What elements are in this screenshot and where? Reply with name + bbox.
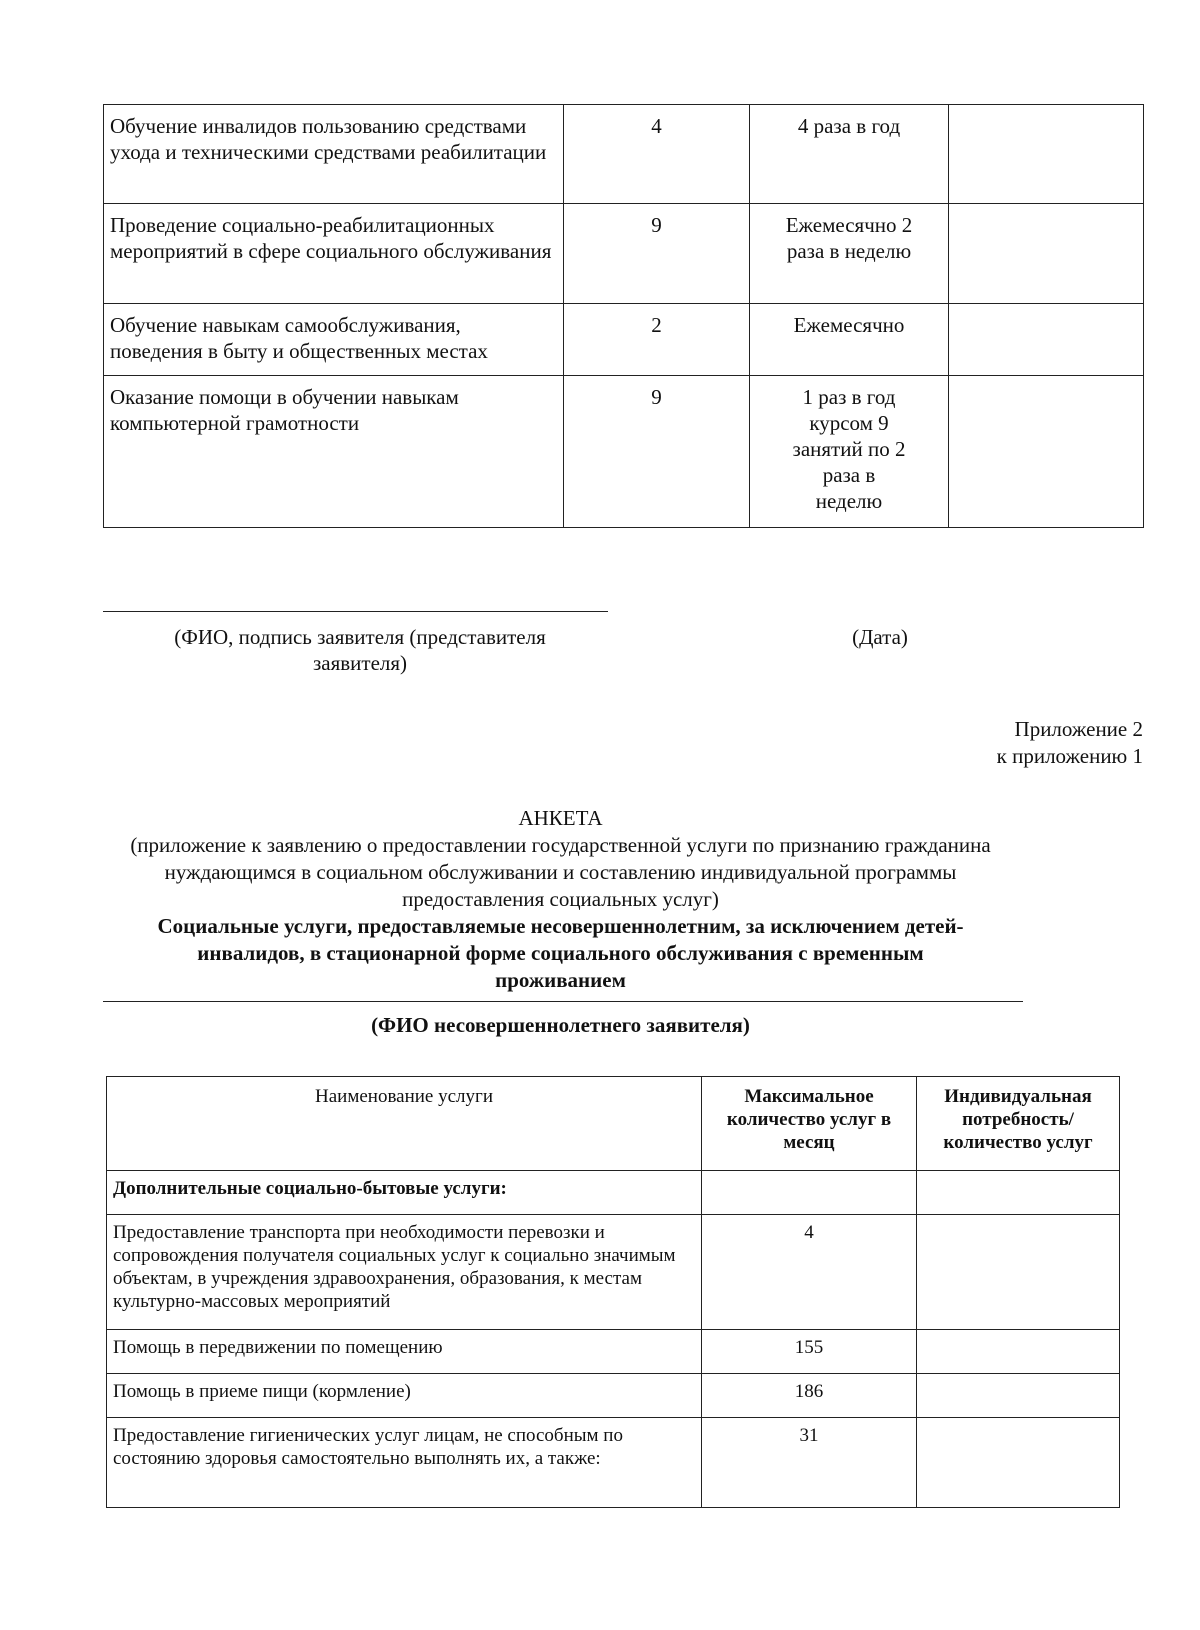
signature-date-label: (Дата) <box>852 625 908 649</box>
service-name-cell: Помощь в приеме пищи (кормление) <box>107 1374 702 1418</box>
empty-cell <box>949 105 1144 204</box>
appendix-line-1: Приложение 2 <box>1014 717 1143 741</box>
table-row <box>104 376 1144 528</box>
max-count-cell: 4 <box>702 1215 917 1330</box>
questionnaire-subtitle: (приложение к заявлению о предоставлении государственной услуги по признанию гражданина нуждающимся в социальном обслуживании и составлению индивидуальной программы предоставления социальных услуг) <box>130 833 991 911</box>
need-cell <box>917 1374 1120 1418</box>
header-max-count: Максимальное количество услуг в месяц <box>702 1077 917 1171</box>
quantity-cell: 4 <box>564 105 750 204</box>
max-count-cell: 155 <box>702 1330 917 1374</box>
service-name-cell: Оказание помощи в обучении навыкам компьютерной грамотности <box>104 376 564 528</box>
questionnaire-title: АНКЕТА <box>518 806 603 830</box>
table-row <box>104 204 1144 304</box>
quantity-cell: 2 <box>564 304 750 376</box>
need-cell <box>917 1330 1120 1374</box>
frequency-cell: Ежемесячно <box>750 304 949 376</box>
services-schedule-table <box>103 104 1144 528</box>
empty-cell <box>949 376 1144 528</box>
header-service-name: Наименование услуги <box>107 1077 702 1171</box>
service-name-cell: Помощь в передвижении по помещению <box>107 1330 702 1374</box>
header-individual-need: Индивидуальная потребность/количество услуг <box>917 1077 1120 1171</box>
frequency-cell: 1 раз в год курсом 9 занятий по 2 раза в неделю <box>750 376 949 528</box>
service-name-cell: Обучение инвалидов пользованию средствами ухода и техническими средствами реабилитации <box>104 105 564 204</box>
frequency-cell: 4 раза в год <box>750 105 949 204</box>
table-header-row <box>107 1077 1120 1171</box>
frequency-cell: Ежемесячно 2 раза в неделю <box>750 204 949 304</box>
need-cell <box>917 1215 1120 1330</box>
questionnaire-header <box>103 805 1018 994</box>
quantity-cell: 9 <box>564 376 750 528</box>
empty-cell <box>949 304 1144 376</box>
signature-fio-label: (ФИО, подпись заявителя (представителя заявителя) <box>174 625 546 675</box>
service-name-cell: Предоставление гигиенических услуг лицам, не способным по состоянию здоровья самостоятельно выполнять их, а также: <box>107 1418 702 1508</box>
appendix-line-2: к приложению 1 <box>996 744 1143 768</box>
service-name-cell: Обучение навыкам самообслуживания, поведения в быту и общественных местах <box>104 304 564 376</box>
empty-cell <box>949 204 1144 304</box>
table-row <box>104 304 1144 376</box>
fio-line <box>103 1001 1023 1002</box>
appendix-reference <box>997 716 1143 770</box>
quantity-cell: 9 <box>564 204 750 304</box>
service-name-cell: Предоставление транспорта при необходимости перевозки и сопровождения получателя социальных услуг к социально значимым объектам, в учреждения здравоохранения, образования, к местам культурно-массовых мероприятий <box>107 1215 702 1330</box>
need-cell <box>917 1418 1120 1508</box>
table-row <box>107 1215 1120 1330</box>
minor-fio-label: (ФИО несовершеннолетнего заявителя) <box>371 1013 750 1037</box>
table-row <box>107 1374 1120 1418</box>
empty-cell <box>917 1171 1120 1215</box>
table-row <box>104 105 1144 204</box>
table-row <box>107 1330 1120 1374</box>
table-row <box>107 1418 1120 1508</box>
max-count-cell: 186 <box>702 1374 917 1418</box>
signature-line <box>103 611 608 612</box>
section-title: Дополнительные социально-бытовые услуги: <box>107 1171 702 1215</box>
service-name-cell: Проведение социально-реабилитационных мероприятий в сфере социального обслуживания <box>104 204 564 304</box>
services-table <box>106 1076 1120 1508</box>
table-section-row <box>107 1171 1120 1215</box>
max-count-cell: 31 <box>702 1418 917 1508</box>
empty-cell <box>702 1171 917 1215</box>
questionnaire-heading: Социальные услуги, предоставляемые несовершеннолетним, за исключением детей-инвалидов, в стационарной форме социального обслуживания с временным проживанием <box>157 914 964 992</box>
